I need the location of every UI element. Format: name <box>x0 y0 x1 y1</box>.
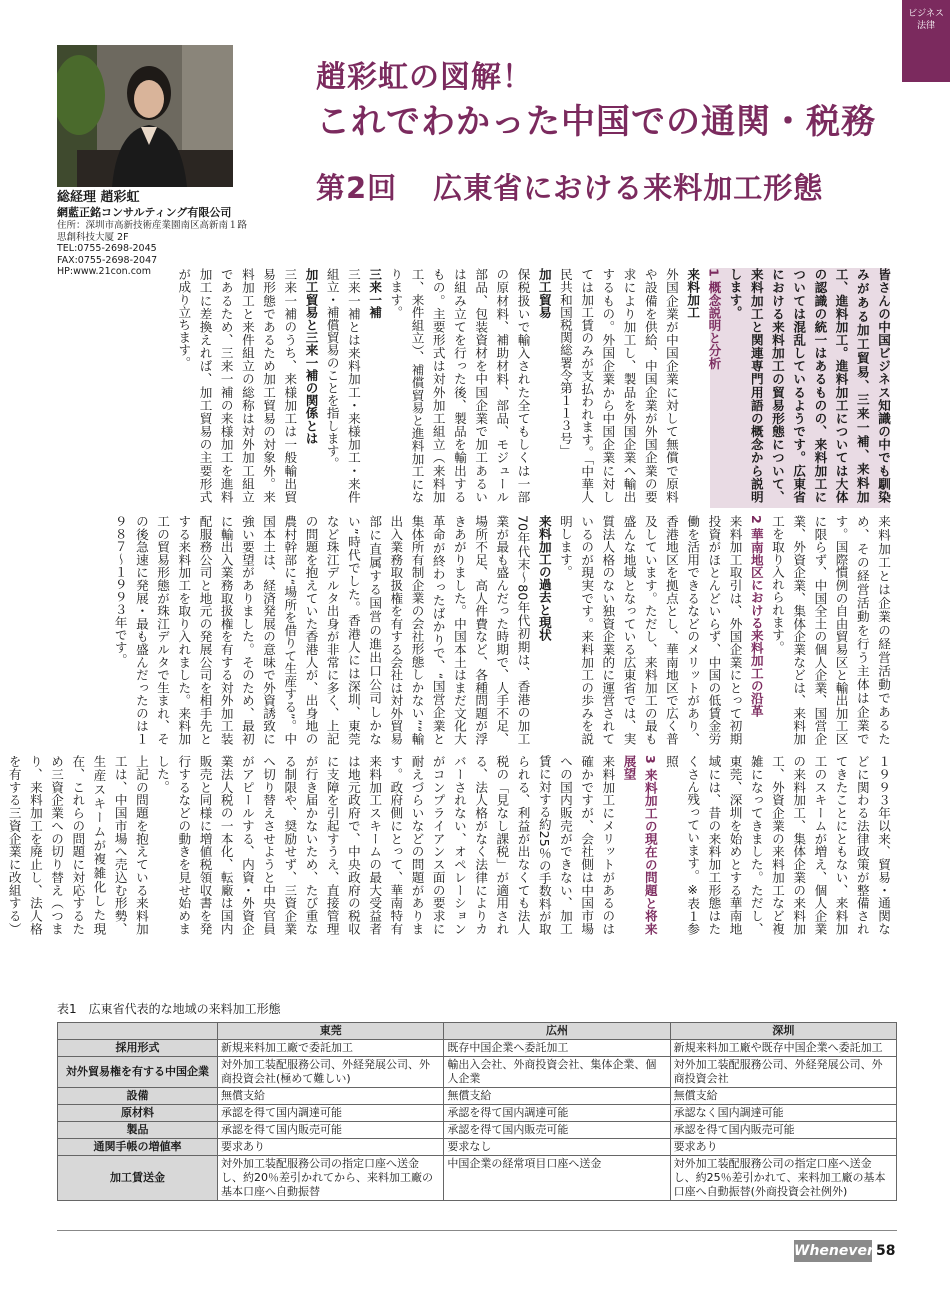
paragraph-kankei: 三来一補のうち、来様加工は一般輸出貿易形態であるため加工貿易の対象外。来料加工と来件組立の総称は対外加工組立であるため、三来一補の来様加工を進料加工に差換えれば、加工貿易の主要形式が成り立ちます。 <box>176 268 298 503</box>
author-tel: TEL:0755-2698-2045 <box>57 243 157 254</box>
paragraph-sanrai: 三来一補とは来料加工・来様加工・来件組立・補償貿易のことを指します。 <box>324 268 361 503</box>
term-heading-past: 来料加工の過去と現状 <box>536 515 552 641</box>
author-portrait <box>57 45 233 187</box>
episode-subtitle: 広東省における来料加工形態 <box>433 171 824 205</box>
region-comparison-table <box>57 1022 897 1201</box>
author-fax: FAX:0755-2698-2047 <box>57 254 158 266</box>
table-caption: 表1 広東省代表的な地域の来料加工形態 <box>57 1002 281 1016</box>
table-cell: 無償支給 <box>218 1088 444 1105</box>
table-header-shenzhen: 深圳 <box>670 1023 896 1040</box>
body-tier-1 <box>54 268 894 503</box>
page-number: 58 <box>876 1243 896 1259</box>
paragraph-outlook: 上記の問題を抱えている来料加工は、中国市場へ売込む形勢、生産スキームが複雑化した現在、これらの問題に対応するため三資企業への切り替え（つまり、来料加工を廃止し、法人格を有する三資企業に改組する） <box>6 755 149 935</box>
term-heading-sanrai: 三来一補 <box>367 268 383 319</box>
table-row <box>58 1105 897 1122</box>
paragraph-since-1993: １９９３年以来、貿易・通関などに関わる法律政策が整備されてきたことにともない、来料加工のスキームが増え、個人企業の来料加工、集体企業の来料加工、外資企業の来料加工など複雑になってきました。ただし、東莞、深圳を始めとする華南地域には、昔の来料加工形態はたくさん残っています。※表１参照 <box>663 755 891 935</box>
paragraph-kakou: 保税扱いで輸入された全てもしくは一部の原材料、補助材料、部品、モジュール部品、包装資材を中国企業で加工あるいは組み立てを行った後、製品を輸出するもの。主要形式は対外加工組立（来料加工、来件組立）、補償貿易と進料加工になります。 <box>388 268 531 503</box>
table-cell: 対外加工装配服務公司の指定口座へ送金し、約20％差引かれてから、来料加工廠の基本口座へ自動振替 <box>218 1156 444 1201</box>
table-cell: 中国企業の経常項目口座へ送金 <box>444 1156 670 1201</box>
magazine-logo: Whenever <box>794 1240 872 1262</box>
title-episode <box>316 166 823 207</box>
table-cell: 要求あり <box>670 1139 896 1156</box>
row-label: 原材料 <box>58 1105 218 1122</box>
row-label: 対外貿易権を有する中国企業 <box>58 1057 218 1088</box>
table-cell: 新規来料加工廠や既存中国企業へ委託加工 <box>670 1040 896 1057</box>
author-profile <box>57 190 307 278</box>
table-cell: 対外加工装配服務公司、外経発展公司、外商投資会社 <box>670 1057 896 1088</box>
table-cell: 無償支給 <box>444 1088 670 1105</box>
table-row <box>58 1057 897 1088</box>
title-main: これでわかった中国での通関・税務 <box>316 102 876 142</box>
author-company: 網藍正銘コンサルティング有限公司 <box>57 206 232 219</box>
term-heading-kakou: 加工貿易 <box>536 268 552 319</box>
row-label: 製品 <box>58 1122 218 1139</box>
author-homepage: HP:www.21con.com <box>57 266 151 277</box>
paragraph-problems: 来料加工にメリットがあるのは確かですが、会社側は中国市場への国内販売ができない、加工賃に対する約25％の手数料が取られる、利益が出なくても法人税の「見なし課税」が適用される、法人格がなく法律によりカバーされない、オペレーションがコンプライアンス面の要求に耐えづらいなどの問題があります。政府側にとって、華南特有来料加工スキームの最大受益者は地元政府で、中央政府の税収に支障を引起すうえ、直接管理が行き届かないため、たび重なる制限や、奨励せず、三資企業へ切り替えさせようと中央官員がアピールする、内資・外資企業法人税の一本化、転廠は国内販売と同様に増値税領収書を発行するなどの動きを見せ始めました。 <box>155 755 616 935</box>
table-cell: 輸出入会社、外商投資会社、集体企業、個人企業 <box>444 1057 670 1088</box>
intro-paragraph: 皆さんの中国ビジネス知識の中でも馴染みがある加工貿易、三来一補、来料加工、進料加工。進料加工については大体の認識の統一はあるものの、来料加工については混乱しているようです。広東省における来料加工の貿易形態について、来料加工と関連専門用語の概念から説明します。 <box>727 268 891 503</box>
table-row <box>58 1156 897 1201</box>
table-cell: 承認を得て国内販売可能 <box>218 1122 444 1139</box>
table-header-guangzhou: 広州 <box>444 1023 670 1040</box>
table-row <box>58 1139 897 1156</box>
paragraph-management: 来料加工とは企業の経営活動であるため、その経営活動を行う主体は企業です。国際慣例の自由貿易区と輸出加工区に限らず、中国全土の個人企業、国営企業、外資企業、集体企業などは、来料加工を取り入れられます。 <box>769 515 891 745</box>
table-header-corner <box>58 1023 218 1040</box>
table-cell: 承認を得て国内販売可能 <box>670 1122 896 1139</box>
section-tag <box>902 0 950 82</box>
paragraph-past: 70年代末〜80年代初期は、香港の加工業が最も盛んだった時期で、人手不足、場所不足、高人件費など、各種問題が浮きあがりました。中国本土はまだ文化大革命が終わったばかりで、“国営企業と集体所有制企業の会社形態しかない”“輸出入業務取扱権を有する会社は対外貿易部に直属する国営の進出口公司しかない”時代でした。香港人には深圳、東莞など珠江デルタ出身が非常に多く、上記の問題を抱えていた香港人が、出身地の農村幹部に“場所を借りて生産する”。中国本土は、経済発展の意味で外資誘致に強い要望がありました。そのため、最初に輸出入業務取扱権を有する対外加工装配服務公司と地元の発展公司を相手先とする来料加工を取り入れました。来料加工の貿易形態が珠江デルタで生まれ、その後急速に発展・最も盛んだったのは１９８７〜１９９３年です。 <box>112 515 531 745</box>
table-header-dongguan: 東莞 <box>218 1023 444 1040</box>
table-cell: 新規来料加工廠で委託加工 <box>218 1040 444 1057</box>
table-header-row <box>58 1023 897 1040</box>
paragraph-raiyo: 外国企業が中国企業に対して無償で原料や設備を供給、中国企業が外国企業の要求により加工し、製品を外国企業へ輸出するもの。外国企業から中国企業に対しては加工賃のみが支払われます。「中華人民共和国税関総署令第１１３号」 <box>557 268 679 503</box>
author-address: 住所：深圳市高新技術産業園南区高新南１路 <box>57 220 248 231</box>
section-heading-1: 1 概念説明と分析 <box>706 268 722 370</box>
term-heading-raiyo: 来料加工 <box>685 268 701 319</box>
title-series: 趙彩虹の図解！ <box>316 60 533 95</box>
term-heading-kankei: 加工貿易と三来一補の関係とは <box>303 268 319 445</box>
table-cell: 要求なし <box>444 1139 670 1156</box>
table-cell: 承認を得て国内販売可能 <box>444 1122 670 1139</box>
body-tier-2 <box>54 515 894 745</box>
paragraph-history: 来料加工取引は、外国企業にとって初期投資がほとんどいらず、中国の低賃金労働を活用できるなどのメリットがあり、香港地区を拠点とし、華南地区で広く普及しています。ただし、来料加工の最も盛んな地域となっている広東省では、実質法人格のない独資企業的に運営されているのが現実です。来料加工の歩みを説明します。 <box>557 515 743 745</box>
table-row <box>58 1040 897 1057</box>
episode-number: 第2回 <box>316 171 398 205</box>
table-cell: 対外加工装配服務公司、外経発展公司、外商投資会社(極めて難しい) <box>218 1057 444 1088</box>
row-label: 加工賃送金 <box>58 1156 218 1201</box>
table-cell: 既存中国企業へ委託加工 <box>444 1040 670 1057</box>
table-cell: 無償支給 <box>670 1088 896 1105</box>
table-row <box>58 1088 897 1105</box>
section-heading-2: 2 華南地区における来料加工の沿革 <box>748 515 764 718</box>
table-cell: 承認を得て国内調達可能 <box>444 1105 670 1122</box>
portrait-image <box>57 45 233 187</box>
row-label: 通関手帳の増値率 <box>58 1139 218 1156</box>
row-label: 設備 <box>58 1088 218 1105</box>
row-label: 採用形式 <box>58 1040 218 1057</box>
table-row <box>58 1122 897 1139</box>
section-heading-3: 3 来料加工の現在の問題と将来展望 <box>621 755 658 935</box>
table-cell: 承認なく国内調達可能 <box>670 1105 896 1122</box>
table-cell: 対外加工装配服務公司の指定口座へ送金し、約25％差引かれて、来料加工廠の基本口座へ自動振替(外商投資会社例外) <box>670 1156 896 1201</box>
table-cell: 要求あり <box>218 1139 444 1156</box>
section-tag-line1: ビジネス <box>908 9 944 19</box>
table-cell: 承認を得て国内調達可能 <box>218 1105 444 1122</box>
footer-rule <box>57 1230 897 1231</box>
body-tier-3 <box>6 755 894 935</box>
section-tag-line2: 法律 <box>916 21 935 31</box>
author-address-building: 思創科技大厦 2F <box>57 231 129 243</box>
author-name: 総経理 趙彩虹 <box>57 190 140 205</box>
